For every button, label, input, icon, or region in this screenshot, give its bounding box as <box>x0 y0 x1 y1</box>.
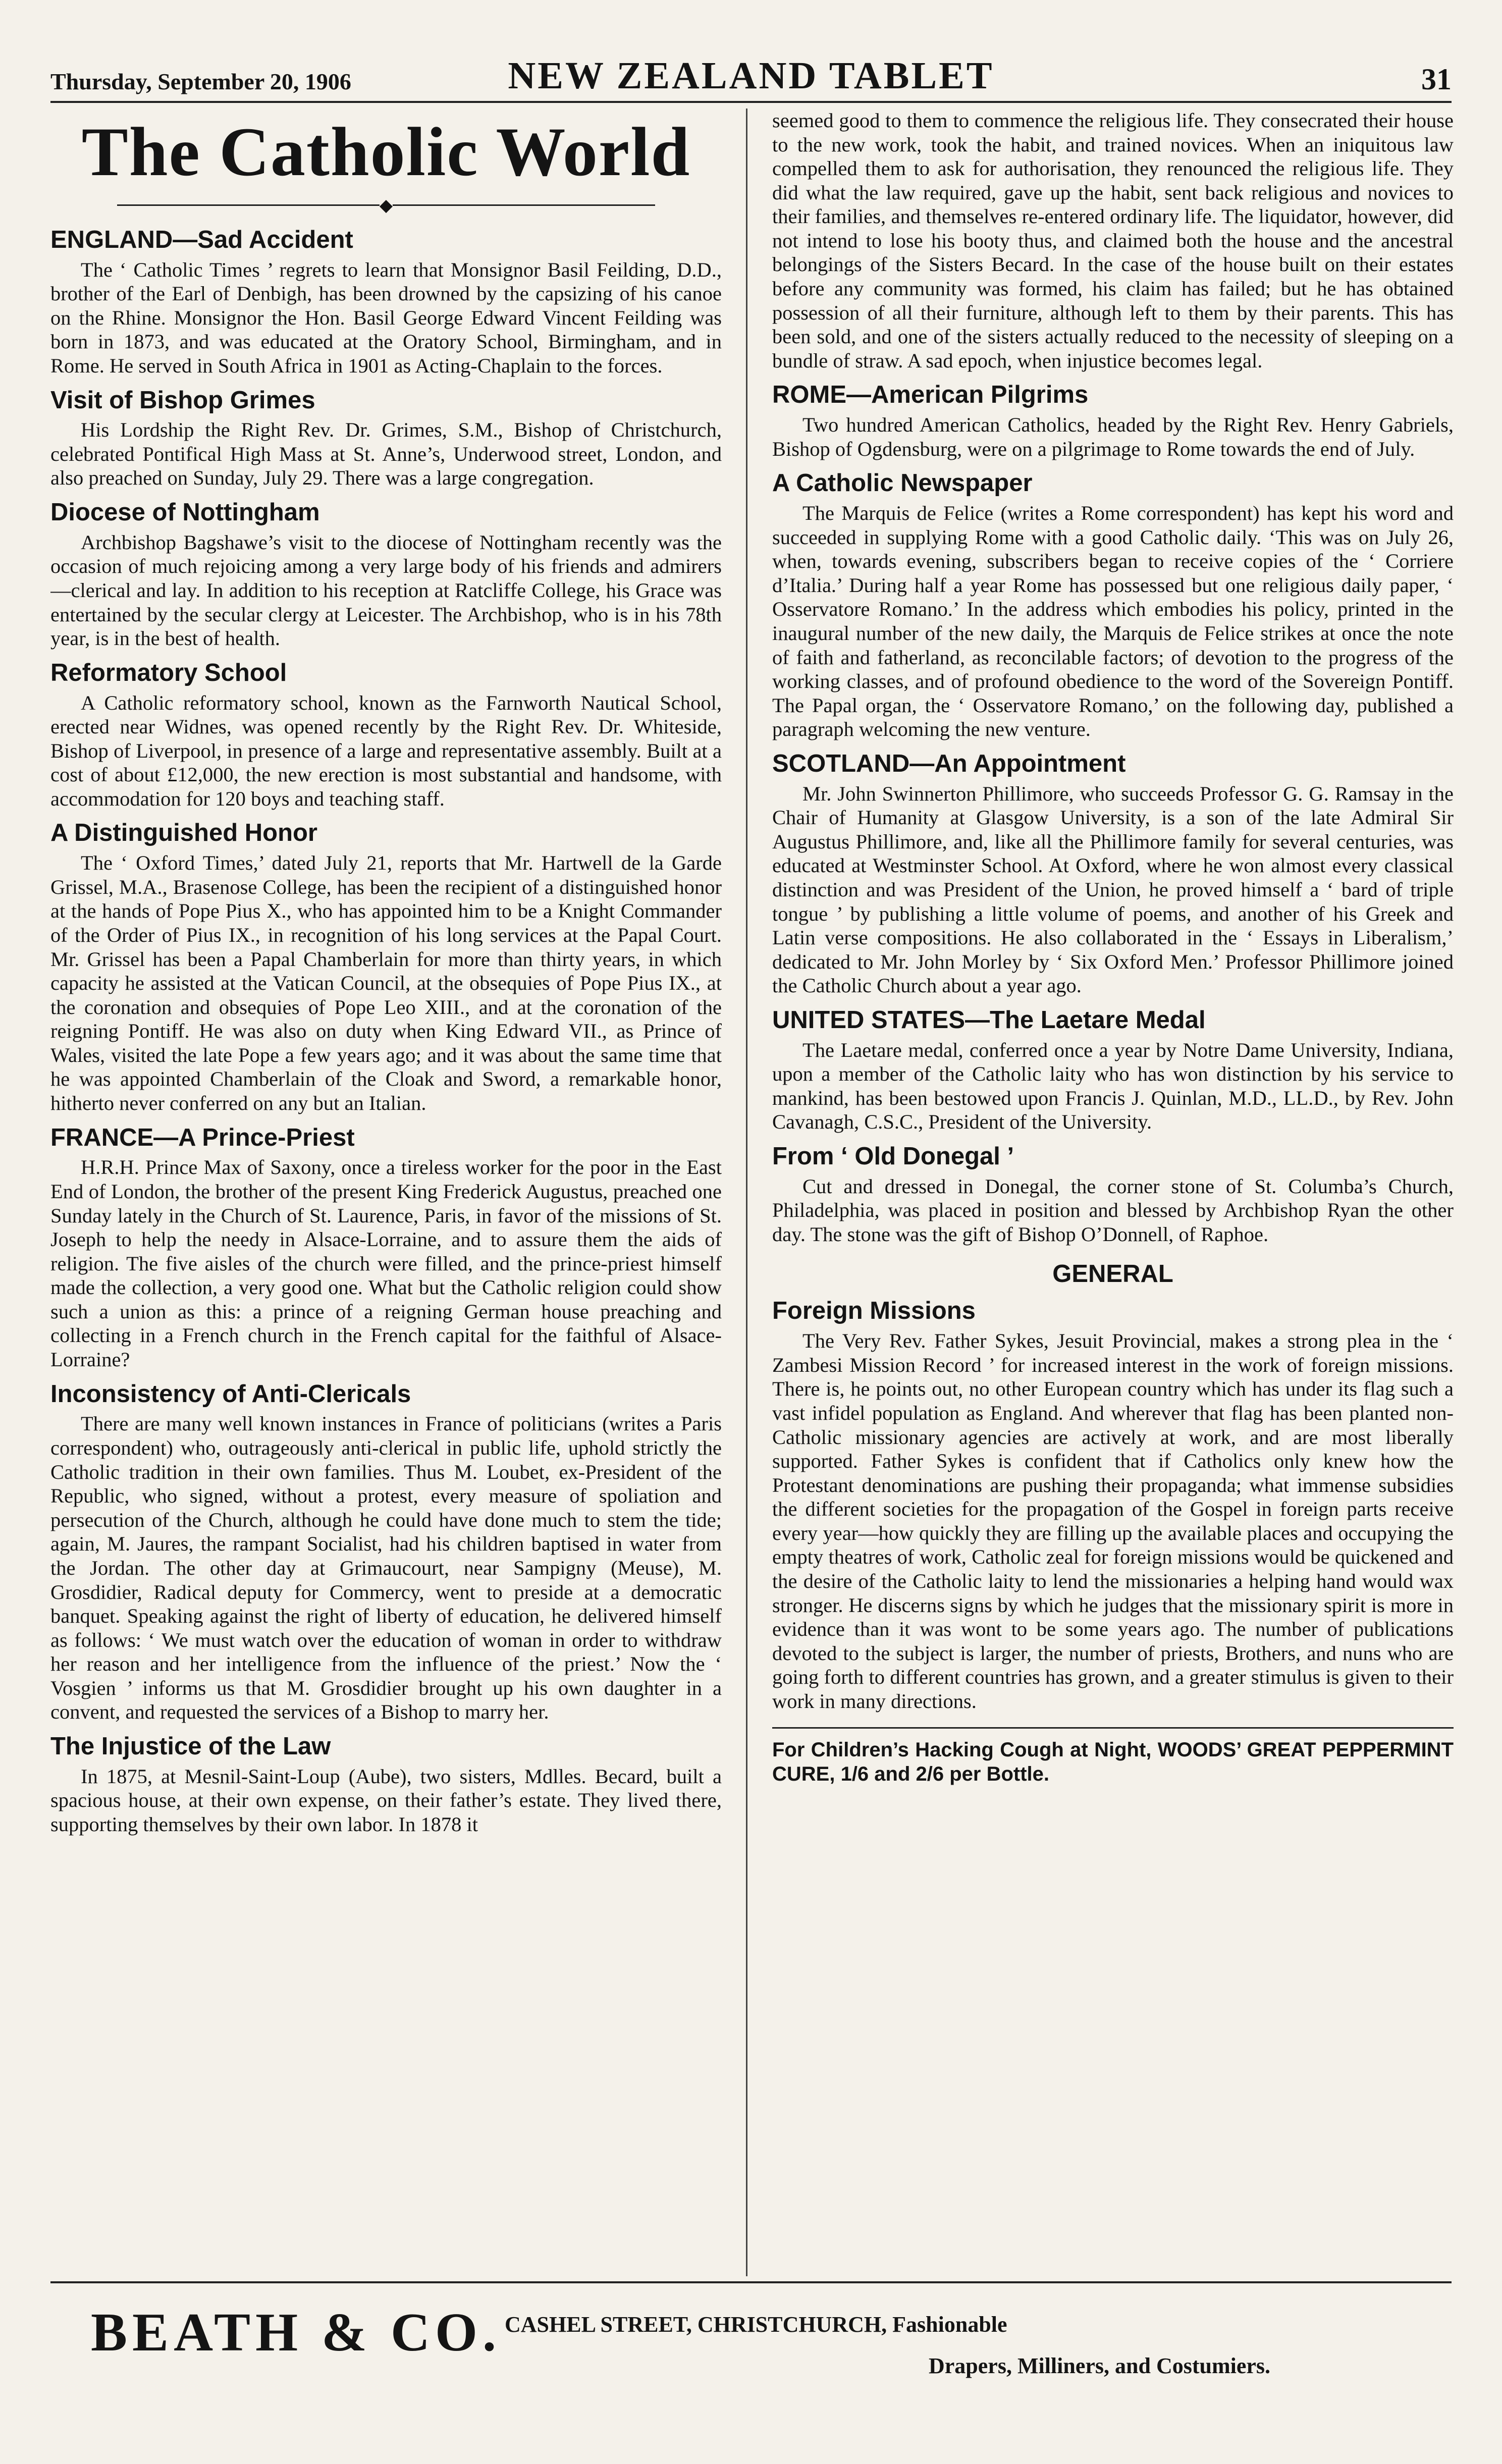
article-heading: From ‘ Old Donegal ’ <box>772 1143 1014 1170</box>
article-heading: Inconsistency of Anti-Clericals <box>50 1380 411 1408</box>
general-section-heading: GENERAL <box>1052 1260 1173 1288</box>
article-body: There are many well known instances in France of politicians (writes a Paris correspondent) who, outrageously anti-clerical in public life, uphold strictly the Catholic tradition in their own families. Thus M. Loubet, ex-President of the Republic, who signed, without a protest, every measure of spoliation and persecution of the Church, although he could have done much to stem the tide; again, M. Jaures, the rampant Socialist, had his children baptised in water from the Jordan. The other day at Grimaucourt, near Sampigny (Meuse), M. Grosdidier, Radical deputy for Commercy, went to preside at a democratic banquet. Speaking against the right of liberty of education, he delivered himself as follows: ‘ We must watch over the education of woman in order to withdraw her reason and her intelligence from the influence of the priest.’ Now the ‘ Vosgien ’ informs us that M. Grosdidier brought up his own daughter in a convent, and requested the services of a Bishop to marry her. <box>50 1412 722 1724</box>
footer-brand: BEATH & CO. <box>91 2302 502 2363</box>
article-body: Archbishop Bagshawe’s visit to the diocese of Nottingham recently was the occasion of much rejoicing among a very large body of his friends and admirers—clerical and lay. In addition to his reception at Ratcliffe College, his Grace was entertained by the secular clergy at Leicester. The Archbishop, who is in his 78th year, is in the best of health. <box>50 530 722 650</box>
article-heading: ENGLAND—Sad Accident <box>50 226 353 253</box>
article-body: Cut and dressed in Donegal, the corner stone of St. Columba’s Church, Philadelphia, was placed in position and blessed by Archbishop Ryan the other day. The stone was the gift of Bishop O’Donnell, of Raphoe. <box>772 1174 1454 1246</box>
article-continuation: seemed good to them to commence the religious life. They consecrated their house to the new work, took the habit, and trained novices. When an iniquitous law compelled them to ask for authorisation, they renounced the religious life. They did what the law required, gave up the habit, sent back religious and novices to their families, and themselves re-entered ordinary life. The liquidator, however, did not intend to lose his booty thus, and claimed both the house and the ancestral belongings of the Sisters Becard. In the case of the house built on their estates before any community was formed, his claim has failed; but he has obtained possession of all their furniture, although left to them by their parents. This has been sold, and one of the sisters actually reduced to the necessity of sleeping on a bundle of straw. A sad epoch, when injustice becomes legal. <box>772 109 1454 372</box>
footer-advertisement <box>50 2281 1452 2435</box>
right-column <box>772 109 1454 2276</box>
ornament-divider: ◆ <box>50 195 722 216</box>
page-number: 31 <box>1421 63 1452 96</box>
article-heading: SCOTLAND—An Appointment <box>772 749 1126 777</box>
column-rule <box>746 109 747 2276</box>
article-body: The Laetare medal, conferred once a year by Notre Dame University, Indiana, upon a member of the Catholic laity who has won distinction by his service to mankind, has been bestowed upon Francis J. Quinlan, M.D., LL.D., by Rev. John Cavanagh, C.S.C., President of the University. <box>772 1038 1454 1134</box>
masthead-title: NEW ZEALAND TABLET <box>508 55 994 97</box>
article-body: The ‘ Oxford Times,’ dated July 21, reports that Mr. Hartwell de la Garde Grissel, M.A., Brasenose College, has been the recipient of a distinguished honor at the hands of Pope Pius X., who has appointed him to be a Knight Commander of the Order of Pius IX., in recognition of his long services at the Papal Court. Mr. Grissel has been a Papal Chamberlain for more than thirty years, in which capacity he assisted at the Vatican Council, at the obsequies of Pope Pius IX., at the coronation and obsequies of Pope Leo XIII., and at the coronation of the reigning Pontiff. He was also on duty when King Edward VII., as Prince of Wales, visited the late Pope a few years ago; and it was about the same time that he was appointed Chamberlain of the Cloak and Sword, a remarkable honor, hitherto never conferred on any but an Italian. <box>50 851 722 1115</box>
article-body: A Catholic reformatory school, known as the Farnworth Nautical School, erected near Widnes, was opened recently by the Right Rev. Dr. Whiteside, Bishop of Liverpool, in presence of a large and representative assembly. Built at a cost of about £12,000, the new erection is most substantial and handsome, with accommodation for 120 boys and teaching staff. <box>50 691 722 810</box>
masthead <box>50 45 1452 103</box>
left-column <box>50 109 722 2276</box>
section-title: The Catholic World <box>81 113 691 190</box>
article-heading: Reformatory School <box>50 659 287 686</box>
article-heading: A Catholic Newspaper <box>772 469 1033 497</box>
article-body: His Lordship the Right Rev. Dr. Grimes, S.M., Bishop of Christchurch, celebrated Pontifical High Mass at St. Anne’s, Underwood street, London, and also preached on Sunday, July 29. There was a large congregation. <box>50 418 722 490</box>
article-body: In 1875, at Mesnil-Saint-Loup (Aube), two sisters, Mdlles. Becard, built a spacious house, at their own expense, on their father’s estate. They lived there, supporting themselves by their own labor. In 1878 it <box>50 1764 722 1836</box>
footer-trade: Drapers, Milliners, and Costumiers. <box>929 2353 1271 2378</box>
article-body: The ‘ Catholic Times ’ regrets to learn that Monsignor Basil Feilding, D.D., brother of the Earl of Denbigh, has been drowned by the capsizing of his canoe on the Rhine. Monsignor the Hon. Basil George Edward Vincent Feilding was born in 1873, and was educated at the Oratory School, Birmingham, and in Rome. He served in South Africa in 1901 as Acting-Chaplain to the forces. <box>50 258 722 377</box>
masthead-date: Thursday, September 20, 1906 <box>50 69 351 94</box>
article-heading: The Injustice of the Law <box>50 1732 331 1760</box>
article-body: H.R.H. Prince Max of Saxony, once a tireless worker for the poor in the East End of London, the brother of the present King Frederick Augustus, preached one Sunday lately in the Church of St. Laurence, Paris, in favor of the missions of St. Joseph to help the needy in Alsace-Lorraine, and to assure them the aids of religion. The five aisles of the church were filled, and the prince-priest himself made the collection, a very good one. What but the Catholic religion could show such a union as this: a prince of a reigning German house preaching and collecting in a French church in the French capital for the faithful of Alsace-Lorraine? <box>50 1156 722 1371</box>
article-body: Mr. John Swinnerton Phillimore, who succeeds Professor G. G. Ramsay in the Chair of Humanity at Glasgow University, is a son of the late Admiral Sir Augustus Phillimore, and, like all the Phillimore family for several centuries, was educated at Westminster School. At Oxford, where he won almost every classical distinction and was President of the Union, he proved himself a ‘ bard of triple tongue ’ by publishing a little volume of poems, and another of his Greek and Latin verse compositions. He also collaborated in the ‘ Essays in Liberalism,’ dedicated to Mr. John Morley by ‘ Six Oxford Men.’ Professor Phillimore joined the Catholic Church about a year ago. <box>772 782 1454 997</box>
article-body: Two hundred American Catholics, headed by the Right Rev. Henry Gabriels, Bishop of Ogdensburg, were on a pilgrimage to Rome towards the end of July. <box>772 413 1454 460</box>
article-body: The Very Rev. Father Sykes, Jesuit Provincial, makes a strong plea in the ‘ Zambesi Mission Record ’ for increased interest in the work of foreign missions. There is, he points out, no other European country which has under its flag such a vast infidel population as England. And wherever that flag has been planted non-Catholic missionary agencies are actively at work, and are most liberally supported. Father Sykes is confident that if Catholics only knew how the Protestant denominations are pushing their propaganda; what immense subsidies the different societies for the propagation of the Gospel in foreign parts receive every year—how quickly they are filling up the available places and occupying the empty theatres of work, Catholic zeal for foreign missions would be quickened and the desire of the Catholic laity to lend the missionaries a helping hand would wax stronger. He discerns signs by which he judges that the missionary spirit is more in evidence than it was wont to be some years ago. The number of publications devoted to the subject is larger, the number of priests, Brothers, and nuns who are going forth to different countries has grown, and a greater stimulus is given to their work in many directions. <box>772 1329 1454 1712</box>
article-heading: Visit of Bishop Grimes <box>50 386 315 414</box>
article-heading: UNITED STATES—The Laetare Medal <box>772 1006 1206 1034</box>
article-heading: A Distinguished Honor <box>50 819 317 847</box>
article-body: The Marquis de Felice (writes a Rome correspondent) has kept his word and succeeded in supplying Rome with a good Catholic daily. ‘This was on July 26, when, towards evening, subscribers began to receive copies of the ‘ Corriere d’Italia.’ During half a year Rome has possessed but one religious daily paper, ‘ Osservatore Romano.’ In the address which embodies his policy, printed in the inaugural number of the new daily, the Marquis de Felice strikes at once the note of faith and fatherland, as reconcilable factors; of devotion to the progress of the working classes, and of profound obedience to the word of the Sovereign Pontiff. The Papal organ, the ‘ Osservatore Romano,’ on the following day, published a paragraph welcoming the new venture. <box>772 502 1454 741</box>
article-heading: Diocese of Nottingham <box>50 499 320 526</box>
article-heading: Foreign Missions <box>772 1297 976 1325</box>
footer-address: CASHEL STREET, CHRISTCHURCH, Fashionable <box>505 2312 1007 2337</box>
advertisement: For Children’s Hacking Cough at Night, WOODS’ GREAT PEPPERMINT CURE, 1/6 and 2/6 per Bottle. <box>772 1727 1454 1786</box>
article-heading: FRANCE—A Prince-Priest <box>50 1123 355 1151</box>
article-heading: ROME—American Pilgrims <box>772 381 1089 409</box>
